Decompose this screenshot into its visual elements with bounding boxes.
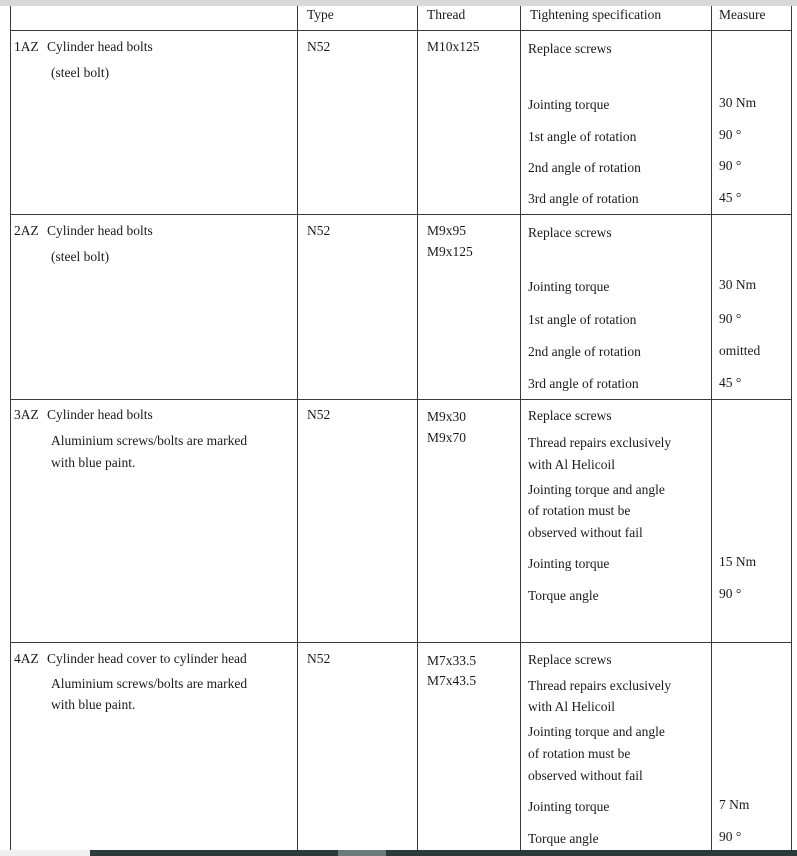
- spec-item: 1st angle of rotation: [528, 312, 637, 327]
- measure-value: 90 °: [719, 127, 742, 142]
- type-cell: N52: [307, 39, 331, 54]
- thread-cell: M9x70: [427, 430, 467, 445]
- grid-line: [791, 6, 792, 856]
- component-name: Cylinder head cover to cylinder head: [47, 651, 247, 666]
- spec-observe: Jointing torque and angle: [528, 724, 665, 739]
- spec-repair: Thread repairs exclusively: [528, 678, 672, 693]
- spec-item: 3rd angle of rotation: [528, 376, 639, 391]
- component-name: Cylinder head bolts: [47, 407, 153, 422]
- component-note: Aluminium screws/bolts are marked: [51, 433, 248, 448]
- spec-replace: Replace screws: [528, 225, 612, 240]
- thread-cell: M9x95: [427, 223, 467, 238]
- spec-observe: observed without fail: [528, 768, 643, 783]
- type-cell: N52: [307, 223, 331, 238]
- row-number: 2AZ: [14, 223, 39, 238]
- grid-line: [711, 6, 712, 856]
- spec-observe: Jointing torque and angle: [528, 482, 665, 497]
- component-note: with blue paint.: [51, 455, 136, 470]
- grid-line: [10, 30, 792, 31]
- measure-value: 90 °: [719, 158, 742, 173]
- spec-replace: Replace screws: [528, 652, 612, 667]
- thread-cell: M9x30: [427, 409, 467, 424]
- spec-observe: of rotation must be: [528, 503, 631, 518]
- spec-replace: Replace screws: [528, 408, 612, 423]
- type-cell: N52: [307, 651, 331, 666]
- spec-item: Jointing torque: [528, 799, 610, 814]
- header-spec: Tightening specification: [530, 7, 662, 22]
- component-name: Cylinder head bolts: [47, 223, 153, 238]
- scrollbar-track-fill[interactable]: [90, 850, 797, 856]
- spec-item: Torque angle: [528, 588, 599, 603]
- header-thread: Thread: [427, 7, 466, 22]
- spec-replace: Replace screws: [528, 41, 612, 56]
- measure-value: 90 °: [719, 829, 742, 844]
- grid-line: [10, 6, 11, 856]
- measure-value: 90 °: [719, 311, 742, 326]
- spec-observe: of rotation must be: [528, 746, 631, 761]
- thread-cell: M7x43.5: [427, 673, 477, 688]
- header-type: Type: [307, 7, 334, 22]
- spec-repair: with Al Helicoil: [528, 457, 615, 472]
- spec-item: 2nd angle of rotation: [528, 344, 641, 359]
- component-name: Cylinder head bolts: [47, 39, 153, 54]
- measure-value: 90 °: [719, 586, 742, 601]
- grid-line: [417, 6, 418, 856]
- measure-value: 30 Nm: [719, 95, 757, 110]
- spec-item: Torque angle: [528, 831, 599, 846]
- component-note: (steel bolt): [51, 249, 110, 264]
- grid-line: [520, 6, 521, 856]
- thread-cell: M10x125: [427, 39, 480, 54]
- component-note: Aluminium screws/bolts are marked: [51, 676, 248, 691]
- spec-item: Jointing torque: [528, 279, 610, 294]
- thread-cell: M7x33.5: [427, 653, 477, 668]
- spec-repair: with Al Helicoil: [528, 699, 615, 714]
- component-note: with blue paint.: [51, 697, 136, 712]
- grid-line: [10, 214, 792, 215]
- thread-cell: M9x125: [427, 244, 473, 259]
- measure-value: 30 Nm: [719, 277, 757, 292]
- measure-value: 45 °: [719, 375, 742, 390]
- grid-line: [297, 6, 298, 856]
- spec-item: Jointing torque: [528, 97, 610, 112]
- measure-value: 7 Nm: [719, 797, 750, 812]
- spec-repair: Thread repairs exclusively: [528, 435, 672, 450]
- spec-item: 1st angle of rotation: [528, 129, 637, 144]
- measure-value: omitted: [719, 343, 761, 358]
- measure-value: 45 °: [719, 190, 742, 205]
- scrollbar-thumb[interactable]: [338, 850, 386, 856]
- horizontal-scrollbar[interactable]: [0, 850, 797, 856]
- grid-line: [10, 399, 792, 400]
- measure-value: 15 Nm: [719, 554, 757, 569]
- row-number: 4AZ: [14, 651, 39, 666]
- spec-observe: observed without fail: [528, 525, 643, 540]
- spec-item: 2nd angle of rotation: [528, 160, 641, 175]
- spec-item: Jointing torque: [528, 556, 610, 571]
- spec-item: 3rd angle of rotation: [528, 191, 639, 206]
- type-cell: N52: [307, 407, 331, 422]
- row-number: 1AZ: [14, 39, 39, 54]
- grid-line: [10, 642, 792, 643]
- component-note: (steel bolt): [51, 65, 110, 80]
- row-number: 3AZ: [14, 407, 39, 422]
- header-measure: Measure: [719, 7, 766, 22]
